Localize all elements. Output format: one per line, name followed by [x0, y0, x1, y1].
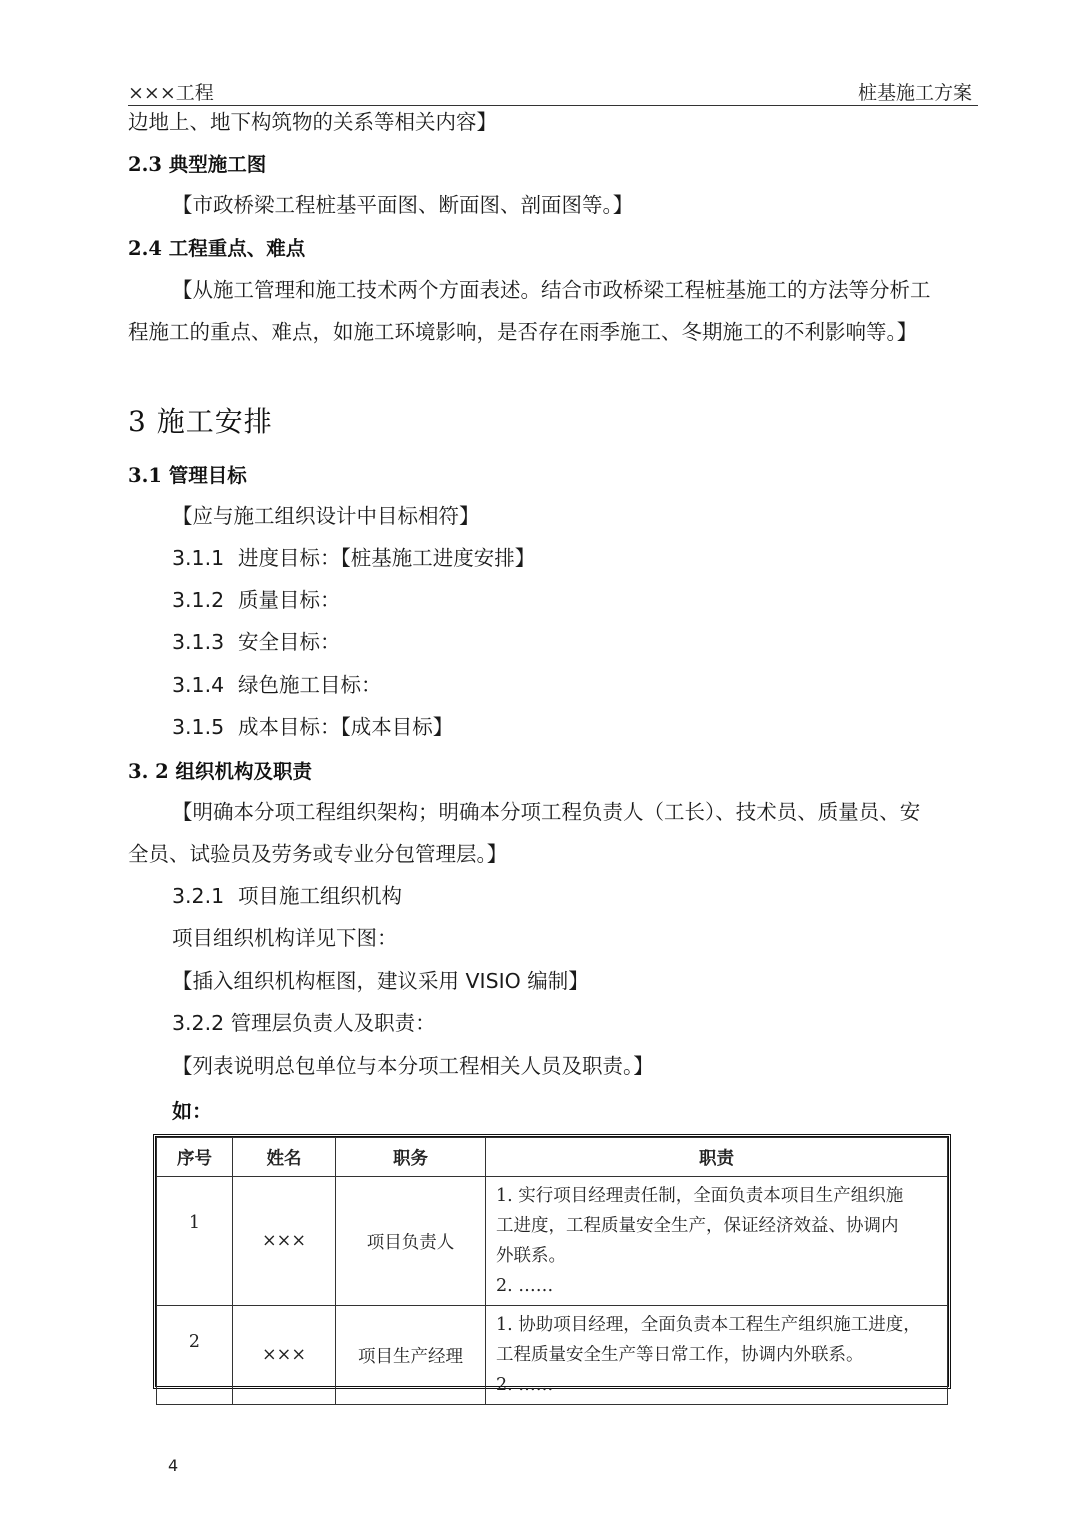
column-header-duties: 职责 — [486, 1138, 948, 1177]
table-row — [157, 1177, 948, 1306]
duty-line: 外联系。 — [496, 1246, 566, 1266]
goal-number: 3.1.1 — [172, 546, 225, 570]
page-number: 4 — [168, 1456, 179, 1475]
goal-item — [172, 713, 453, 741]
duty-line: 2. …… — [496, 1375, 554, 1395]
duty-line: 工程质量安全生产等日常工作，协调内外联系。 — [496, 1345, 864, 1365]
org-chart-note: 【插入组织机构框图，建议采用 VISIO 编制】 — [172, 969, 589, 993]
cell-number: 1 — [157, 1177, 233, 1306]
heading-2-3: 2.3 典型施工图 — [128, 153, 267, 176]
goal-item — [172, 544, 535, 572]
paragraph-2-4-line2: 程施工的重点、难点，如施工环境影响，是否存在雨季施工、冬期施工的不利影响等。】 — [128, 320, 918, 344]
paragraph-3-2-line1: 【明确本分项工程组织架构；明确本分项工程负责人（工长）、技术员、质量员、安 — [172, 800, 921, 824]
duty-line: 2. …… — [496, 1276, 554, 1296]
cell-duties — [486, 1177, 948, 1306]
goal-number: 3.1.2 — [172, 588, 225, 612]
goal-number: 3.1.3 — [172, 630, 225, 654]
subheading-number: 3.2.1 — [172, 884, 225, 908]
duty-line: 工进度，工程质量安全生产，保证经济效益、协调内 — [496, 1216, 899, 1236]
cell-name: ××× — [233, 1177, 336, 1306]
note-3-1: 【应与施工组织设计中目标相符】 — [172, 504, 480, 528]
goal-text: 成本目标：【成本目标】 — [238, 715, 454, 739]
goal-number: 3.1.4 — [172, 673, 225, 697]
org-structure-text: 项目组织机构详见下图： — [172, 926, 398, 950]
table-row — [157, 1306, 948, 1405]
heading-3-1: 3.1 管理目标 — [128, 464, 247, 487]
header-project-name: ×××工程 — [128, 82, 214, 104]
heading-2-4: 2.4 工程重点、难点 — [128, 237, 306, 260]
goal-number: 3.1.5 — [172, 715, 225, 739]
goal-item — [172, 586, 341, 614]
duty-line: 1. 实行项目经理责任制，全面负责本项目生产组织施 — [496, 1186, 904, 1206]
cell-position: 项目生产经理 — [336, 1306, 486, 1405]
goal-text: 安全目标： — [238, 630, 341, 654]
duty-line: 1. 协助项目经理，全面负责本工程生产组织施工进度， — [496, 1315, 921, 1335]
example-label: 如： — [172, 1099, 212, 1123]
note-2-3: 【市政桥梁工程桩基平面图、断面图、剖面图等。】 — [172, 193, 634, 217]
goal-text: 绿色施工目标： — [238, 673, 382, 697]
header-doc-title: 桩基施工方案 — [857, 82, 972, 104]
column-header-name: 姓名 — [233, 1138, 336, 1177]
paragraph-3-2-line2: 全员、试验员及劳务或专业分包管理层。】 — [128, 842, 508, 866]
paragraph-2-4-line1: 【从施工管理和施工技术两个方面表述。结合市政桥梁工程桩基施工的方法等分析工 — [172, 278, 931, 302]
cell-position: 项目负责人 — [336, 1177, 486, 1306]
heading-3-2: 3. 2 组织机构及职责 — [128, 760, 313, 783]
column-header-number: 序号 — [157, 1138, 233, 1177]
responsibility-table — [153, 1134, 951, 1395]
subheading-3-2-1 — [172, 882, 402, 910]
header-rule — [128, 105, 978, 106]
duty-list-note: 【列表说明总包单位与本分项工程相关人员及职责。】 — [172, 1054, 654, 1078]
cell-name: ××× — [233, 1306, 336, 1405]
cell-number: 2 — [157, 1306, 233, 1405]
goal-item — [172, 671, 382, 699]
table-header-row — [157, 1138, 948, 1177]
continued-text: 边地上、地下构筑物的关系等相关内容】 — [128, 110, 497, 134]
goal-text: 质量目标： — [238, 588, 341, 612]
subheading-text: 项目施工组织机构 — [238, 884, 402, 908]
heading-3: 3 施工安排 — [128, 405, 273, 438]
goal-text: 进度目标：【桩基施工进度安排】 — [238, 546, 536, 570]
goal-item — [172, 628, 341, 656]
column-header-position: 职务 — [336, 1138, 486, 1177]
cell-duties — [486, 1306, 948, 1405]
subheading-3-2-2: 3.2.2 管理层负责人及职责： — [172, 1011, 436, 1035]
